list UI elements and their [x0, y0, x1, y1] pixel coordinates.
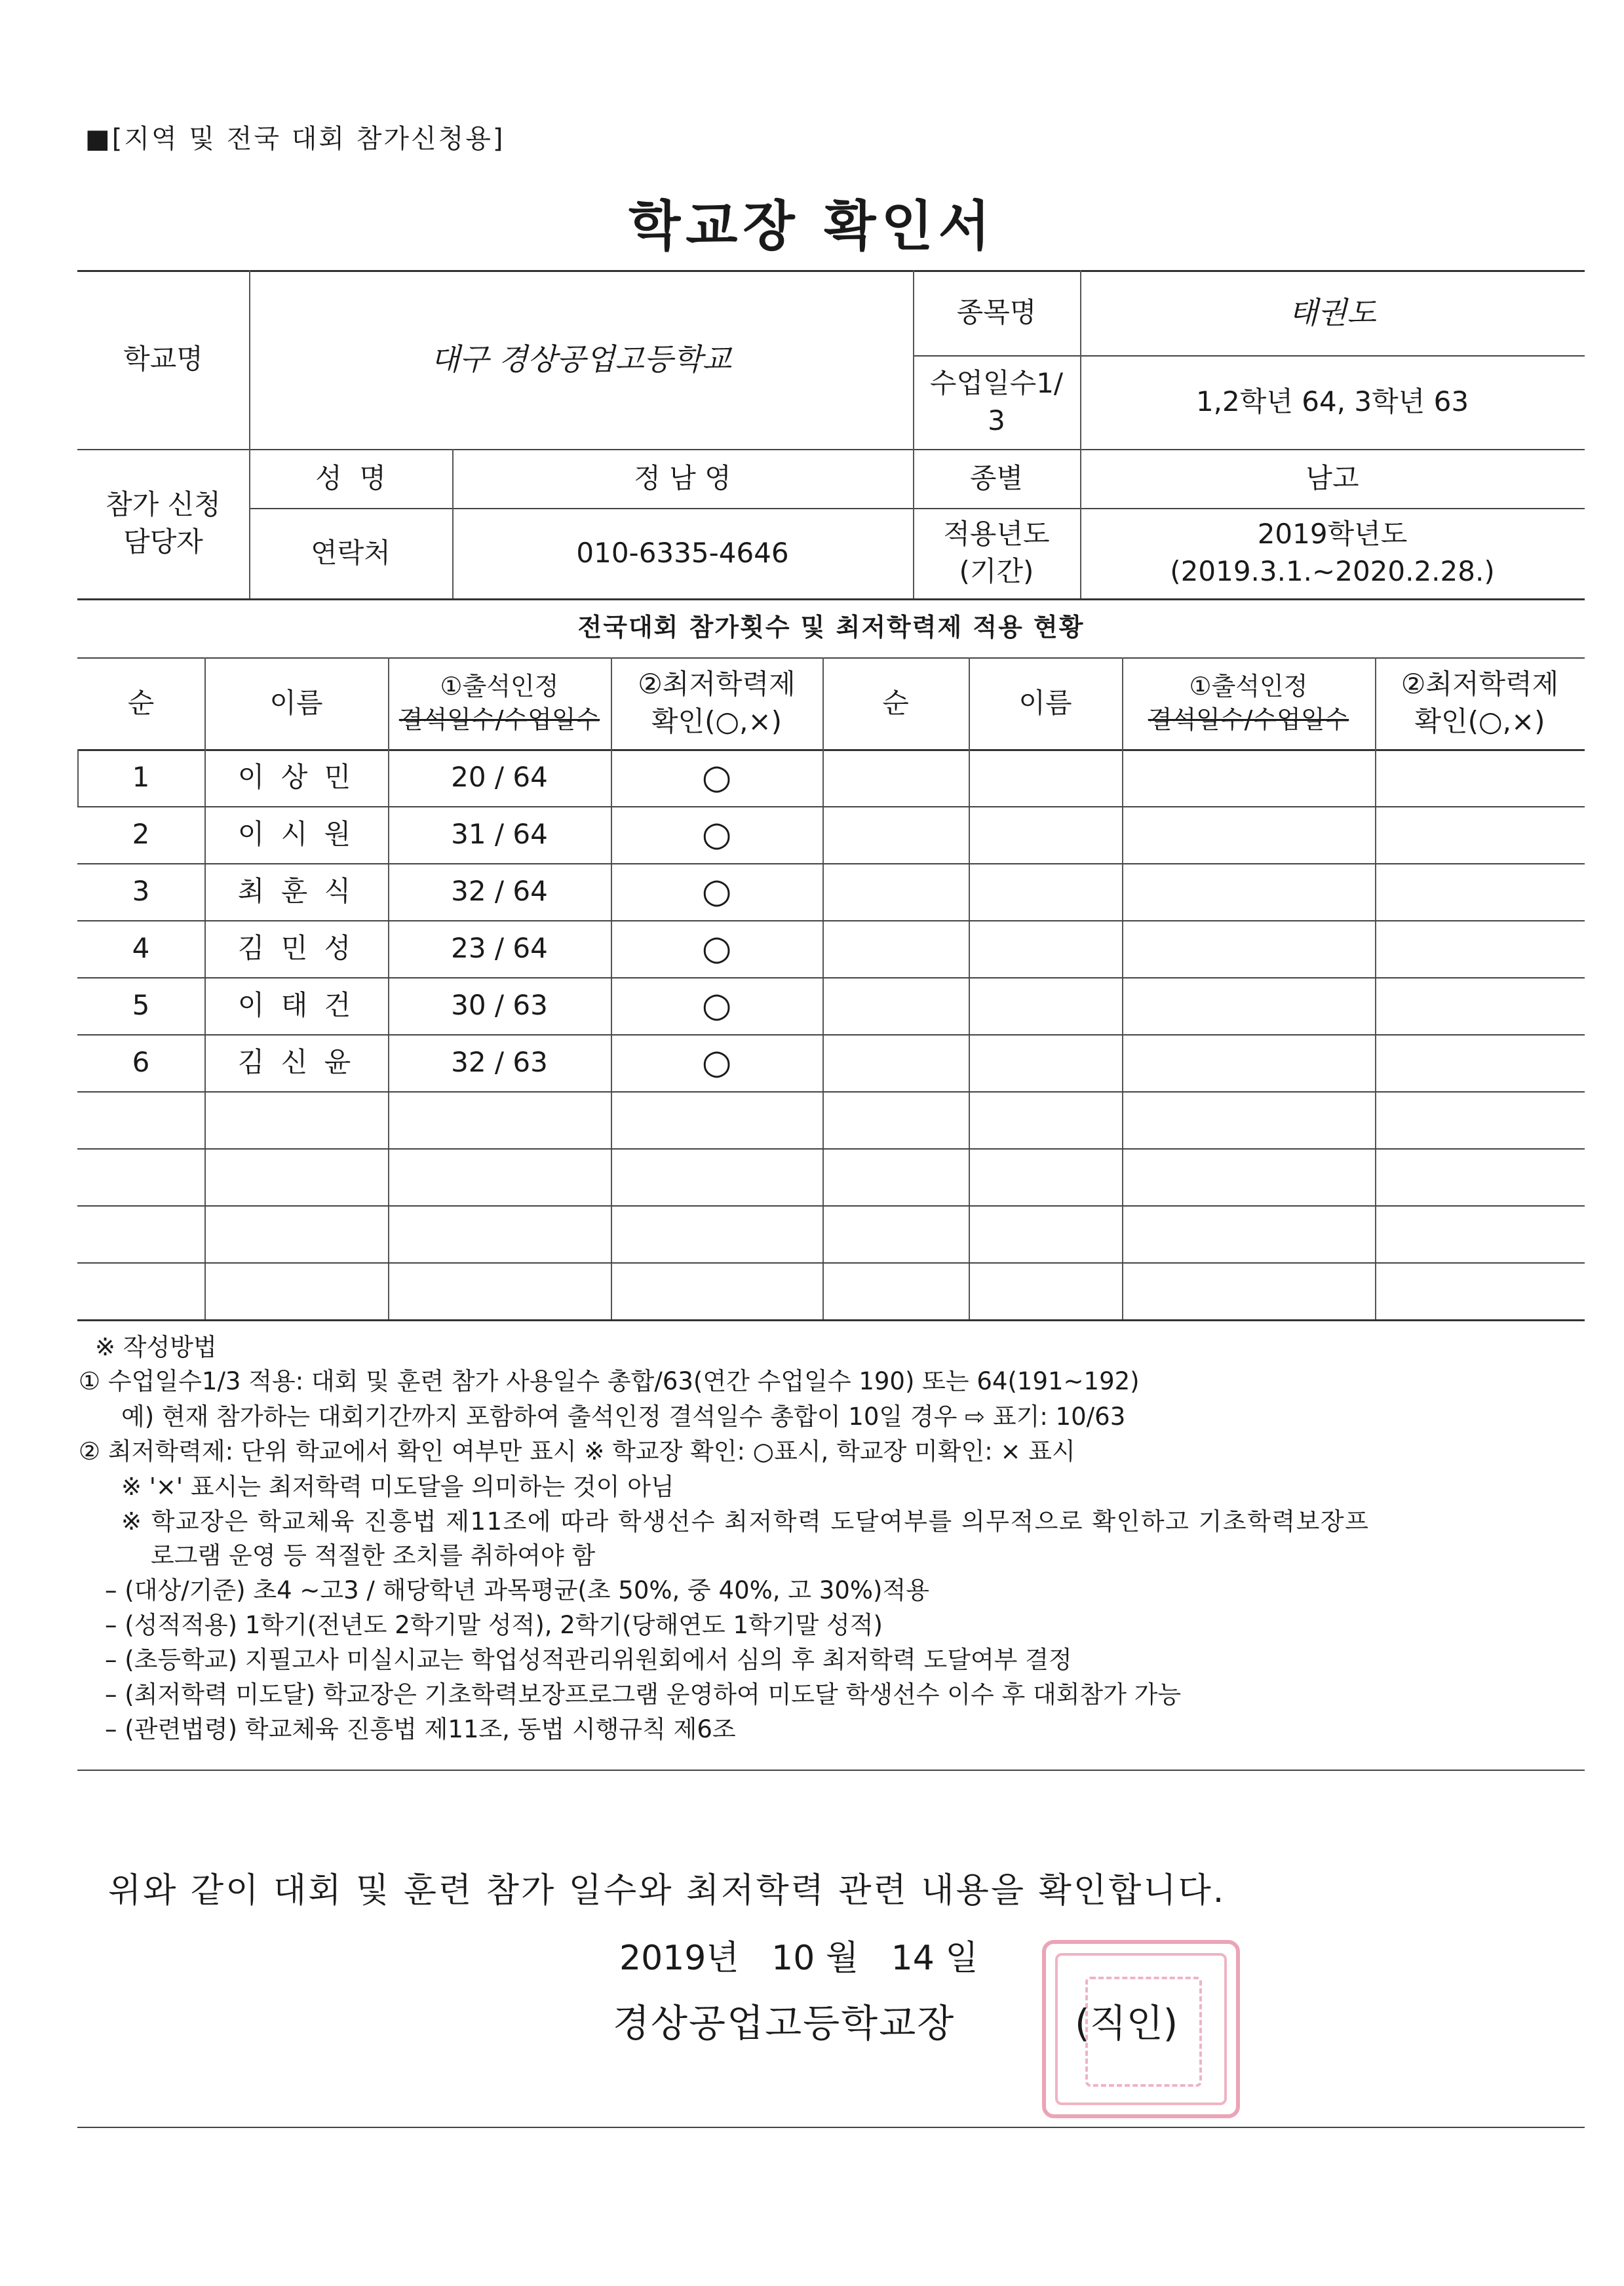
row-name: 최 훈 식	[237, 875, 355, 908]
row-attendance: 32 / 64	[451, 875, 548, 908]
class-days-label: 수업일수1/ 3	[929, 366, 1064, 436]
row-no: 2	[132, 818, 150, 851]
form-tag: ■[지역 및 전국 대회 참가신청용]	[85, 124, 505, 154]
contact-label: 연락처	[311, 536, 391, 569]
instruction-line: – (초등학교) 지필고사 미실시교는 학업성적관리위원회에서 심의 후 최저학력 도달여부 결정	[105, 1646, 1072, 1674]
contact-value: 010-6335-4646	[576, 536, 789, 569]
row-attendance: 31 / 64	[451, 818, 548, 851]
row-check-circle-icon: ○	[701, 1043, 732, 1083]
header-min-grade-right: ②최저학력제 확인(○,×)	[1401, 668, 1559, 737]
row-no: 3	[132, 875, 150, 908]
period-value: 2019학년도 (2019.3.1.~2020.2.28.)	[1170, 518, 1495, 587]
row-name: 이 시 원	[237, 818, 355, 851]
row-attendance: 30 / 63	[451, 989, 548, 1022]
header-no-left: 순	[127, 686, 155, 719]
row-no: 4	[132, 932, 150, 965]
header-min-grade-left: ②최저학력제 확인(○,×)	[638, 668, 796, 737]
row-name: 이 상 민	[237, 761, 355, 794]
row-no: 6	[132, 1046, 150, 1079]
row-name: 김 신 윤	[237, 1046, 355, 1079]
confirmation-statement: 위와 같이 대회 및 훈련 참가 일수와 최저학력 관련 내용을 확인합니다.	[108, 1871, 1226, 1910]
instruction-line: 예) 현재 참가하는 대회기간까지 포함하여 출석인정 결석일수 총합이 10일 경우 ⇨ 표기: 10/63	[121, 1403, 1126, 1431]
header-name-right: 이름	[1018, 686, 1072, 719]
header-no-right: 순	[882, 686, 909, 719]
signer-title: 경상공업고등학교장	[613, 2001, 956, 2045]
instruction-line: ① 수업일수1/3 적용: 대회 및 훈련 참가 사용일수 총합/63(연간 수업일수 190) 또는 64(191~192)	[79, 1367, 1140, 1395]
row-check-circle-icon: ○	[701, 929, 732, 969]
section-title: 전국대회 참가횟수 및 최저학력제 적용 현황	[577, 613, 1085, 642]
category-value: 남고	[1305, 461, 1359, 494]
row-check-circle-icon: ○	[701, 872, 732, 912]
sport-label: 종목명	[956, 296, 1037, 328]
instruction-line: ※ 학교장은 학교체육 진흥법 제11조에 따라 학생선수 최저학력 도달여부를 의무적으로 확인하고 기초학력보장프	[121, 1507, 1370, 1536]
manager-label: 참가 신청 담당자	[106, 488, 221, 558]
seal-label: (직인)	[1075, 2001, 1178, 2045]
row-attendance: 23 / 64	[451, 932, 548, 965]
row-attendance: 32 / 63	[451, 1046, 548, 1079]
category-label: 종별	[969, 461, 1024, 494]
manager-name: 정 남 영	[634, 461, 731, 494]
school-value: 대구 경상공업고등학교	[431, 341, 731, 378]
instruction-line: ※ '×' 표시는 최저학력 미도달을 의미하는 것이 아님	[121, 1473, 674, 1501]
instruction-line: 로그램 운영 등 적절한 조치를 취하여야 함	[151, 1541, 596, 1570]
header-name-left: 이름	[269, 686, 323, 719]
instruction-line: ② 최저학력제: 단위 학교에서 확인 여부만 표시 ※ 학교장 확인: ○표시, 학교장 미확인: × 표시	[79, 1437, 1075, 1465]
name-label: 성 명	[315, 461, 386, 494]
header-attendance-left: ①출석인정 결석일수/수업일수	[398, 671, 600, 734]
instruction-line: – (최저학력 미도달) 학교장은 기초학력보장프로그램 운영하여 미도달 학생선수 이수 후 대회참가 가능	[105, 1680, 1182, 1709]
row-name: 이 태 건	[237, 989, 355, 1022]
instruction-line: – (대상/기준) 초4 ~고3 / 해당학년 과목평균(초 50%, 중 40%, 고 30%)적용	[105, 1576, 929, 1604]
issue-date: 2019년 10 월 14 일	[619, 1939, 978, 1978]
instruction-line: – (관련법령) 학교체육 진흥법 제11조, 동법 시행규칙 제6조	[105, 1715, 736, 1743]
row-no: 1	[132, 761, 150, 794]
instructions-heading: ※ 작성방법	[95, 1333, 217, 1361]
instruction-line: – (성적적용) 1학기(전년도 2학기말 성적), 2학기(당해연도 1학기말 성적)	[105, 1611, 883, 1639]
sport-value: 태권도	[1288, 294, 1376, 330]
row-no: 5	[132, 989, 150, 1022]
row-check-circle-icon: ○	[701, 815, 732, 855]
document-title: 학교장 확인서	[628, 195, 996, 258]
school-label: 학교명	[123, 343, 203, 376]
row-check-circle-icon: ○	[701, 758, 732, 798]
header-attendance-right: ①출석인정 결석일수/수업일수	[1148, 671, 1349, 734]
row-name: 김 민 성	[237, 932, 355, 965]
period-label: 적용년도 (기간)	[943, 518, 1050, 587]
row-check-circle-icon: ○	[701, 986, 732, 1026]
row-attendance: 20 / 64	[451, 761, 548, 794]
class-days-value: 1,2학년 64, 3학년 63	[1195, 385, 1469, 418]
